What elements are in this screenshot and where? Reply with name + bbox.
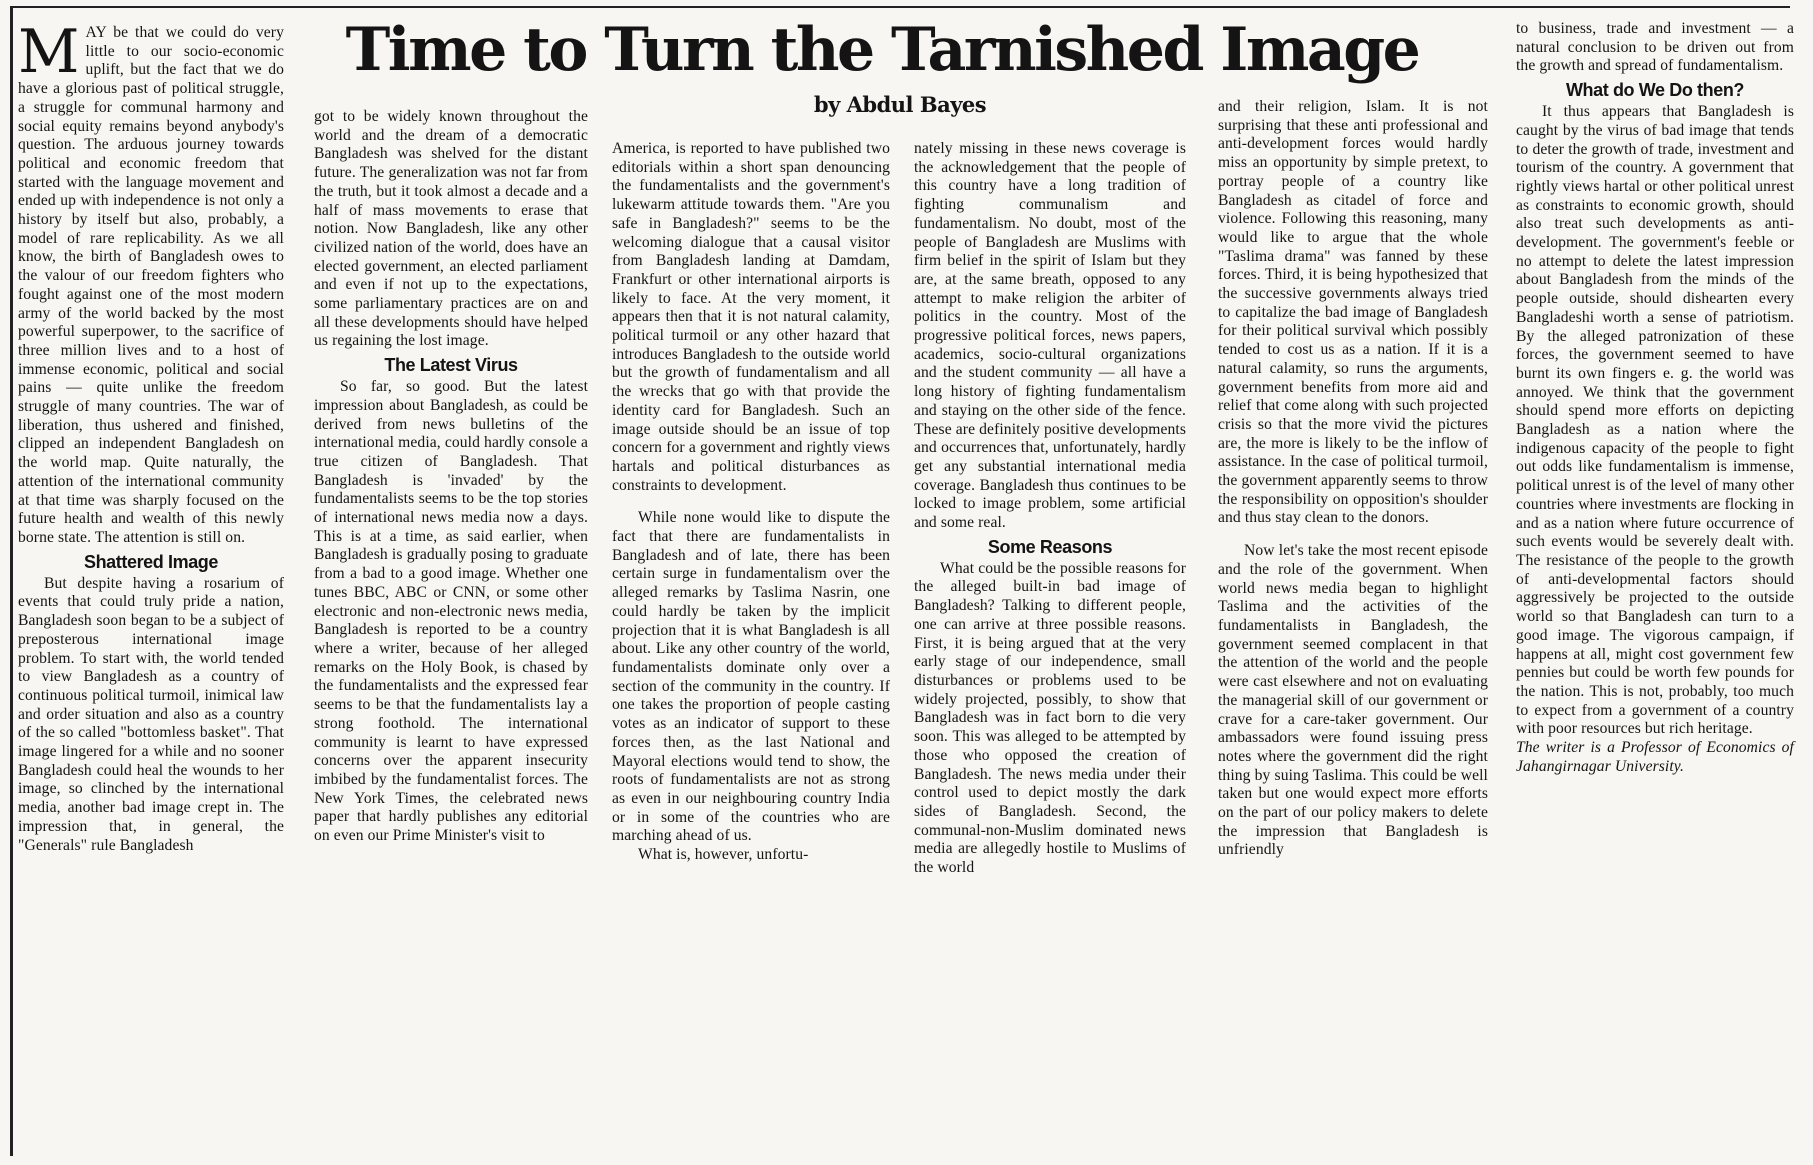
body-paragraph: Now let's take the most recent episode and the role of the government. When world news media began to highlight Taslima and the activities of the fundamentalists in Bangladesh, the government seemed complacent in that the attention of the world and the people were cast elsewhere and not on evaluating the managerial skill of our government or crave for a care-taker government. Our ambassadors were found issuing press notes where the government did the right thing by suing Taslima. This could be well taken but one would expect more efforts on the part of our policy makers to delete the impression that Bangladesh is unfriendly [1218, 542, 1488, 859]
body-paragraph: America, is reported to have published two editorials within a short span denouncing the fundamentalists and the government's lukewarm attitude towards them. "Are you safe in Bangladesh?" seems to be the welcoming dialogue that a causal visitor from Bangladesh landing at Damdam, Frankfurt or other international airports is likely to face. At the very moment, it appears then that it is not natural calamity, political turmoil or any other hazard that introduces Bangladesh to the outside world but the growth of fundamentalism and all the wrecks that go with that provide the identity card for Bangladesh. Such an image outside should be an issue of top concern for a government and rightly views hartals and political disturbances as constraints to development. [612, 140, 890, 494]
body-paragraph: got to be widely known throughout the world and the dream of a democratic Bangladesh was shelved for the distant future. The generalization was not far from the truth, but it took almost a decade and a half of mass movements to erase that notion. Now Bangladesh, like any other civilized nation of the world, does have an elected government, an elected parliament and even if not up to the expectations, some parliamentary practices are on and all these developments should have helped us regaining the lost image. [314, 108, 588, 350]
author-credit: The writer is a Professor of Economics of Jahangirnagar University. [1516, 739, 1794, 775]
body-paragraph: to business, trade and investment — a natural conclusion to be driven out from the growth and spread of fundamentalism. [1516, 20, 1794, 75]
body-paragraph: It thus appears that Bangladesh is caught by the virus of bad image that tends to deter the growth of trade, investment and tourism of the country. A government that rightly views hartal or other political unrest as constraints to economic growth, should also treat such developments as anti-development. The government's feeble or no attempt to delete the latest impression about Bangladesh from the minds of the people outside, should dishearten every Bangladeshi worth a sense of patriotism. By the alleged patronization of these forces, the government seemed to have burnt its own fingers e. g. the world was annoyed. We think that the government should spend more efforts on depicting Bangladesh as a nation where the indigenous capacity of the people to fight out odds like fundamentalism is immense, political unrest is of the level of many other countries where investments are flocking in and as a nation where future occurrence of such events would be severely dealt with. The resistance of the people to the growth of anti-developmental factors should aggressively be projected to the outside world so that Bangladesh can turn to a good image. The vigorous campaign, if happens at all, might cost government few pennies but could be worth few pounds for the nation. This is not, probably, too much to expect from a government of a country with poor resources but rich heritage. [1516, 103, 1794, 738]
paragraph-text: AY be that we could do very little to our socio-economic uplift, but the fact that we do have a glorious past of political struggle, a struggle for communal harmony and social equity remains beyond anybody's question. The arduous journey towards political and economic freedom that started with the language movement and ended up with independence is not only a history by itself but also, probably, a model of rare replicability. As we all know, the birth of Bangladesh owes to the valour of our freedom fighters who fought against one of the most modern army of the world backed by the most powerful superpower, to the sacrifice of three million lives and to a host of immense economic, political and social pains — quite unlike the freedom struggle of many countries. The war of liberation, thus ushered and finished, clipped an independent Bangladesh on the world map. Quite naturally, the attention of the international community at that time was sharply focused on the future health and wealth of this newly borne state. The attention is still on. [18, 24, 284, 546]
section-heading: The Latest Virus [384, 355, 518, 376]
top-rule [10, 6, 1790, 8]
article-column-3 [612, 140, 890, 865]
paragraph-gap [1218, 528, 1488, 542]
article-column-6 [1516, 20, 1794, 776]
article-column-2 [314, 108, 588, 846]
article-column-4 [914, 140, 1186, 878]
article-column-5 [1218, 98, 1488, 860]
article-column-1 [18, 17, 284, 855]
headline: Time to Turn the Tarnished Image [345, 15, 1419, 85]
byline: by Abdul Bayes [813, 92, 987, 117]
section-heading: Shattered Image [83, 551, 219, 572]
body-paragraph: nately missing in these news coverage is the acknowledgement that the people of this country have a long tradition of fighting communalism and fundamentalism. No doubt, most of the people of Bangladesh are Muslims with firm belief in the spirit of Islam but they are, at the same breath, opposed to any attempt to make religion the arbiter of politics in the country. Most of the progressive political forces, news papers, academics, socio-cultural organizations and the student community — all have a long history of fighting fundamentalism and staying on the other side of the fence. These are definitely positive developments and occurrences that, unfortunately, hardly get any substantial international media coverage. Bangladesh thus continues to be locked to image problem, some artificial and some real. [914, 140, 1186, 532]
left-rule [10, 6, 13, 1156]
body-paragraph: What is, however, unfortu- [638, 846, 809, 864]
body-paragraph: What could be the possible reasons for the alleged built-in bad image of Bangladesh? Talking to different people, one can arrive at three possible reasons. First, it is being argued that at the very early stage of our independence, small disturbances or problems used to be widely projected, possibly, to show that Bangladesh was in fact born to die very soon. This was alleged to be attempted by those who opposed the creation of Bangladesh. The news media under their control used to depict mostly the dark sides of Bangladesh. Second, the communal-non-Muslim dominated news media are allegedly hostile to Muslims of the world [914, 559, 1186, 877]
drop-cap: M [18, 17, 80, 87]
paragraph-gap [612, 495, 890, 509]
body-paragraph: So far, so good. But the latest impression about Bangladesh, as could be derived from news bulletins of the international media, could hardly console a true citizen of Bangladesh. That Bangladesh is 'invaded' by the fundamentalists seems to be the top stories of international news media now a days. This is at a time, as said earlier, when Bangladesh is gradually posing to graduate from a bad to a good image. Whether one tunes BBC, ABC or CNN, or some other electronic and non-electronic news media, Bangladesh is reported to be a country where a writer, because of her alleged remarks on the Holy Book, is chased by the fundamentalists and the expressed fear seems to be that the fundamentalists lay a strong foothold. The international community is learnt to have expressed concerns over the apparent insecurity imbibed by the fundamentalist forces. The New York Times, the celebrated news paper that hardly publishes any editorial on even our Prime Minister's visit to [314, 378, 588, 845]
body-paragraph: While none would like to dispute the fact that there are fundamentalists in Bangladesh and of late, there has been certain surge in fundamentalism over the alleged remarks by Taslima Nasrin, one could hardly be taken by the implicit projection that it is what Bangladesh is all about. Like any other country of the world, fundamentalists dominate only over a section of the community in the country. If one takes the proportion of people casting votes as an indicator of support to these forces then, as the last National and Mayoral elections would tend to show, the roots of fundamentalists are not as strong as even in our neighbouring country India or in some of the countries who are marching ahead of us. [612, 509, 890, 845]
body-paragraph: But despite having a rosarium of events that could truly pride a nation, Bangladesh soon began to be a subject of preposterous international image problem. To start with, the world tended to view Bangladesh as a country of continuous political turmoil, inimical law and order situation and also as a country of the so called "bottomless basket". That image lingered for a while and no sooner Bangladesh could heal the wounds to her image, so clinched by the international media, another bad image crept in. The impression that, in general, the "Generals" rule Bangladesh [18, 574, 284, 854]
body-paragraph: and their religion, Islam. It is not surprising that these anti professional and anti-development forces would hardly miss an opportunity by simple pretext, to portray people of a country like Bangladesh as citadel of force and violence. Following this reasoning, many would like to argue that the whole "Taslima drama" was fanned by these forces. Third, it is being hypothesized that the successive governments always tried to capitalize the bad image of Bangladesh for their political survival which possibly tended to cost us as a nation. If it is a natural calamity, so runs the arguments, government benefits from more aid and relief that come along with such projected crisis so that the more vivid the pictures are, the more is likely to be the inflow of assistance. In the case of political turmoil, the government apparently seems to throw the responsibility on opposition's shoulder and thus stay clean to the donors. [1218, 98, 1488, 527]
section-heading: What do We Do then? [1565, 80, 1745, 101]
section-heading: Some Reasons [987, 536, 1113, 557]
body-paragraph [18, 17, 284, 548]
